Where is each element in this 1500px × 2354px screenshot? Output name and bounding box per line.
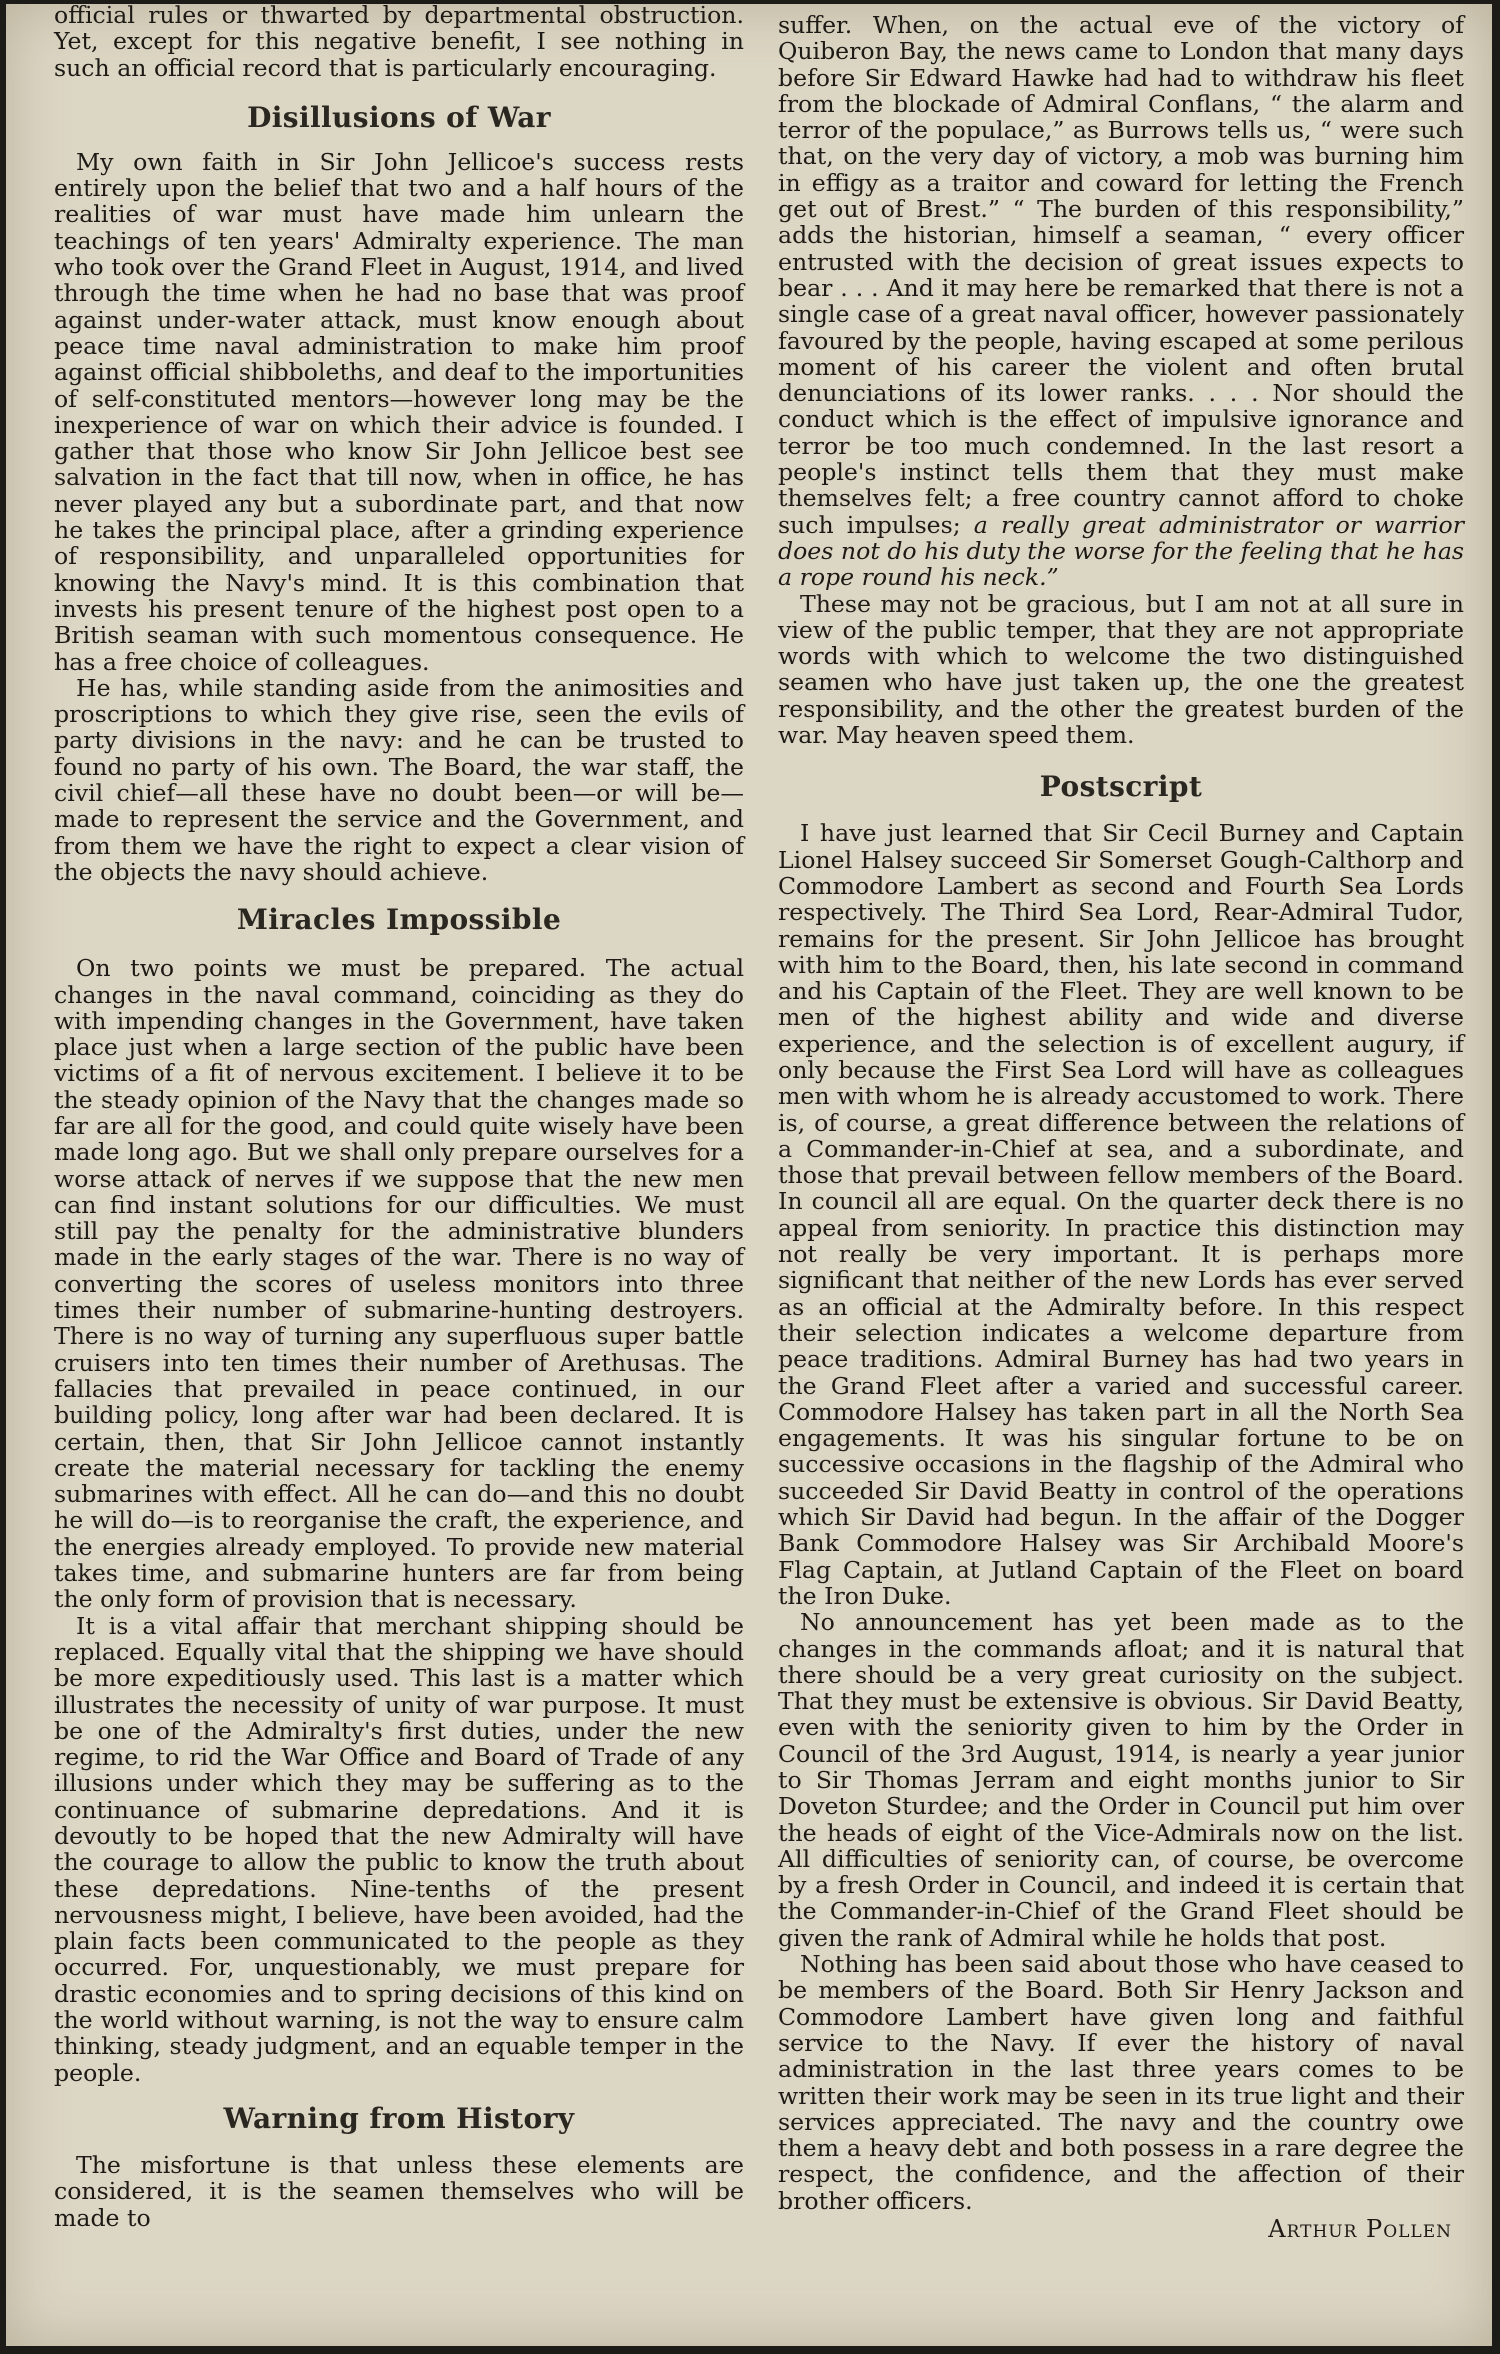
quoted-text: suffer. When, on the actual eve of the victory of Quiberon Bay, the news came to London that many days before Sir Edward Hawke had had to withdraw his fleet from the blockade of Admiral Conflans, “ the alarm and terror of the populace,” as Burrows tells us, “ were such that, on the very day of victory, a mob was burning him in effigy as a traitor and coward for letting the French get out of Brest.” “ The burden of this responsibility,” adds the historian, himself a seaman, “ every officer entrusted with the decision of great issues expects to bear . . . And it may here be remarked that there is not a single case of a great naval officer, however passionately favoured by the people, having escaped at some perilous moment of his career the violent and often brutal denunciations of its lower ranks. . . . Nor should the conduct which is the effect of impulsive ignorance and terror be too much condemned. In the last resort a people's instinct tells them that they must make themselves felt; a free country cannot afford to choke such impulses; bbox=[778, 11, 1464, 539]
heading-warning-from-history: Warning from History bbox=[223, 2101, 575, 2135]
body-paragraph: He has, while standing aside from the animosities and proscriptions to which they give rise, seen the evils of party divisions in the navy: and he can be trusted to found no party of his own. The Board, the war staff, the civil chief—all these have no doubt been—or will be—made to represent the service and the Government, and from them we have the right to expect a clear vision of the objects the navy should achieve. bbox=[54, 673, 744, 886]
heading-disillusions-of-war: Disillusions of War bbox=[247, 100, 551, 134]
heading-postscript: Postscript bbox=[1039, 770, 1203, 804]
body-paragraph: On two points we must be prepared. The actual changes in the naval command, coinciding as they do with impending changes in the Government, have taken place just when a large section of the public have been victims of a fit of nervous excitement. I believe it to be the steady opinion of the Navy that the changes made so far are all for the good, and could quite wisely have been made long ago. But we shall only prepare ourselves for a worse attack of nerves if we suppose that the new men can find instant solutions for our difficulties. We must still pay the penalty for the administrative blunders made in the early stages of the war. There is no way of converting the scores of useless monitors into three times their number of submarine-hunting destroyers. There is no way of turning any superfluous super battle cruisers into ten times their number of Arethusas. The fallacies that prevailed in peace continued, in our building policy, long after war had been declared. It is certain, then, that Sir John Jellicoe cannot instantly create the material necessary for tackling the enemy submarines with effect. All he can do—and this no doubt he will do—is to reorganise the craft, the experience, and the energies already employed. To provide new material takes time, and submarine hunters are far from being the only form of provision that is necessary. bbox=[54, 954, 744, 1614]
left-column bbox=[54, 4, 744, 2231]
body-paragraph: Nothing has been said about those who have ceased to be members of the Board. Both Sir Henry Jackson and Commodore Lambert have given long and faithful service to the Navy. If ever the history of naval administration in the last three years comes to be written their work may be seen in its true light and their services appreciated. The navy and the country owe them a heavy debt and both possess in a rare degree the respect, the confidence, and the affection of their brother officers. bbox=[778, 1950, 1464, 2215]
italic-quote: a really great administrator or warrior does not do his duty the worse for the feeling that he has a rope round his neck.” bbox=[778, 510, 1464, 592]
body-paragraph: The misfortune is that unless these elements are considered, it is the seamen themselves who will be made to bbox=[54, 2150, 744, 2232]
body-paragraph: My own faith in Sir John Jellicoe's success rests entirely upon the belief that two and a half hours of the realities of war must have made him unlearn the teachings of ten years' Admiralty experience. The man who took over the Grand Fleet in August, 1914, and lived through the time when he had no base that was proof against under-water attack, must know enough about peace time naval administration to make him proof against official shibboleths, and deaf to the importunities of self-constituted mentors—however long may be the inexperience of war on which their advice is founded. I gather that those who know Sir John Jellicoe best see salvation in the fact that till now, when in office, he has never played any but a subordinate part, and that now he takes the principal place, after a grinding experience of responsibility, and unparalleled opportunities for knowing the Navy's mind. It is this combination that invests his present tenure of the highest post open to a British seaman with such momentous consequence. He has a free choice of colleagues. bbox=[54, 147, 744, 676]
heading-miracles-impossible: Miracles Impossible bbox=[236, 903, 562, 937]
scanned-page bbox=[6, 4, 1492, 2346]
opening-paragraph: official rules or thwarted by departmental obstruction. Yet, except for this negative benefit, I see nothing in such an official record that is particularly encouraging. bbox=[54, 4, 744, 82]
body-paragraph: I have just learned that Sir Cecil Burney and Captain Lionel Halsey succeed Sir Somerset Gough-Calthorp and Commodore Lambert as second and Fourth Sea Lords respectively. The Third Sea Lord, Rear-Admiral Tudor, remains for the present. Sir John Jellicoe has brought with him to the Board, then, his late second in command and his Captain of the Fleet. They are well known to be men of the highest ability and wide and diverse experience, and the selection is of excellent augury, if only because the First Sea Lord will have as colleagues men with whom he is already accustomed to work. There is, of course, a great difference between the relations of a Commander-in-Chief at sea, and a subordinate, and those that prevail between fellow members of the Board. In council all are equal. On the quarter deck there is no appeal from seniority. In practice this distinction may not really be very important. It is perhaps more significant that neither of the new Lords has ever served as an official at the Admiralty before. In this respect their selection indicates a welcome departure from peace traditions. Admiral Burney has had two years in the Grand Fleet after a varied and successful career. Commodore Halsey has taken part in all the North Sea engagements. It was his singular fortune to be on successive occasions in the flagship of the Admiral who succeeded Sir David Beatty in control of the operations which Sir David had begun. In the affair of the Dogger Bank Commodore Halsey was Sir Archibald Moore's Flag Captain, at Jutland Captain of the Fleet on board the Iron Duke. bbox=[778, 819, 1464, 1610]
right-column bbox=[778, 4, 1464, 2242]
opening-paragraph bbox=[778, 12, 1464, 591]
author-signature: Arthur Pollen bbox=[1268, 2215, 1452, 2244]
body-paragraph: It is a vital affair that merchant shipping should be replaced. Equally vital that the shipping we have should be more expeditiously used. This last is a matter which illustrates the necessity of unity of war purpose. It must be one of the Admiralty's first duties, under the new regime, to rid the War Office and Board of Trade of any illusions under which they may be suffering as to the continuance of submarine depredations. And it is devoutly to be hoped that the new Admiralty will have the courage to allow the public to know the truth about these depredations. Nine-tenths of the present nervousness might, I believe, have been avoided, had the plain facts been communicated to the people as they occurred. For, unquestionably, we must prepare for drastic economies and to spring decisions of this kind on the world without warning, is not the way to ensure calm thinking, steady judgment, and an equable temper in the people. bbox=[54, 1611, 744, 2087]
body-paragraph: These may not be gracious, but I am not at all sure in view of the public temper, that they are not appropriate words with which to welcome the two distinguished seamen who have just taken up, the one the greatest responsibility, and the other the greatest burden of the war. May heaven speed them. bbox=[778, 589, 1464, 750]
body-paragraph: No announcement has yet been made as to the changes in the commands afloat; and it is natural that there should be a very great curiosity on the subject. That they must be extensive is obvious. Sir David Beatty, even with the seniority given to him by the Order in Council of the 3rd August, 1914, is nearly a year junior to Sir Thomas Jerram and eight months junior to Sir Doveton Sturdee; and the Order in Council put him over the heads of eight of the Vice-Admirals now on the list. All difficulties of seniority can, of course, be overcome by a fresh Order in Council, and indeed it is certain that the Commander-in-Chief of the Grand Fleet should be given the rank of Admiral while he holds that post. bbox=[778, 1608, 1464, 1952]
